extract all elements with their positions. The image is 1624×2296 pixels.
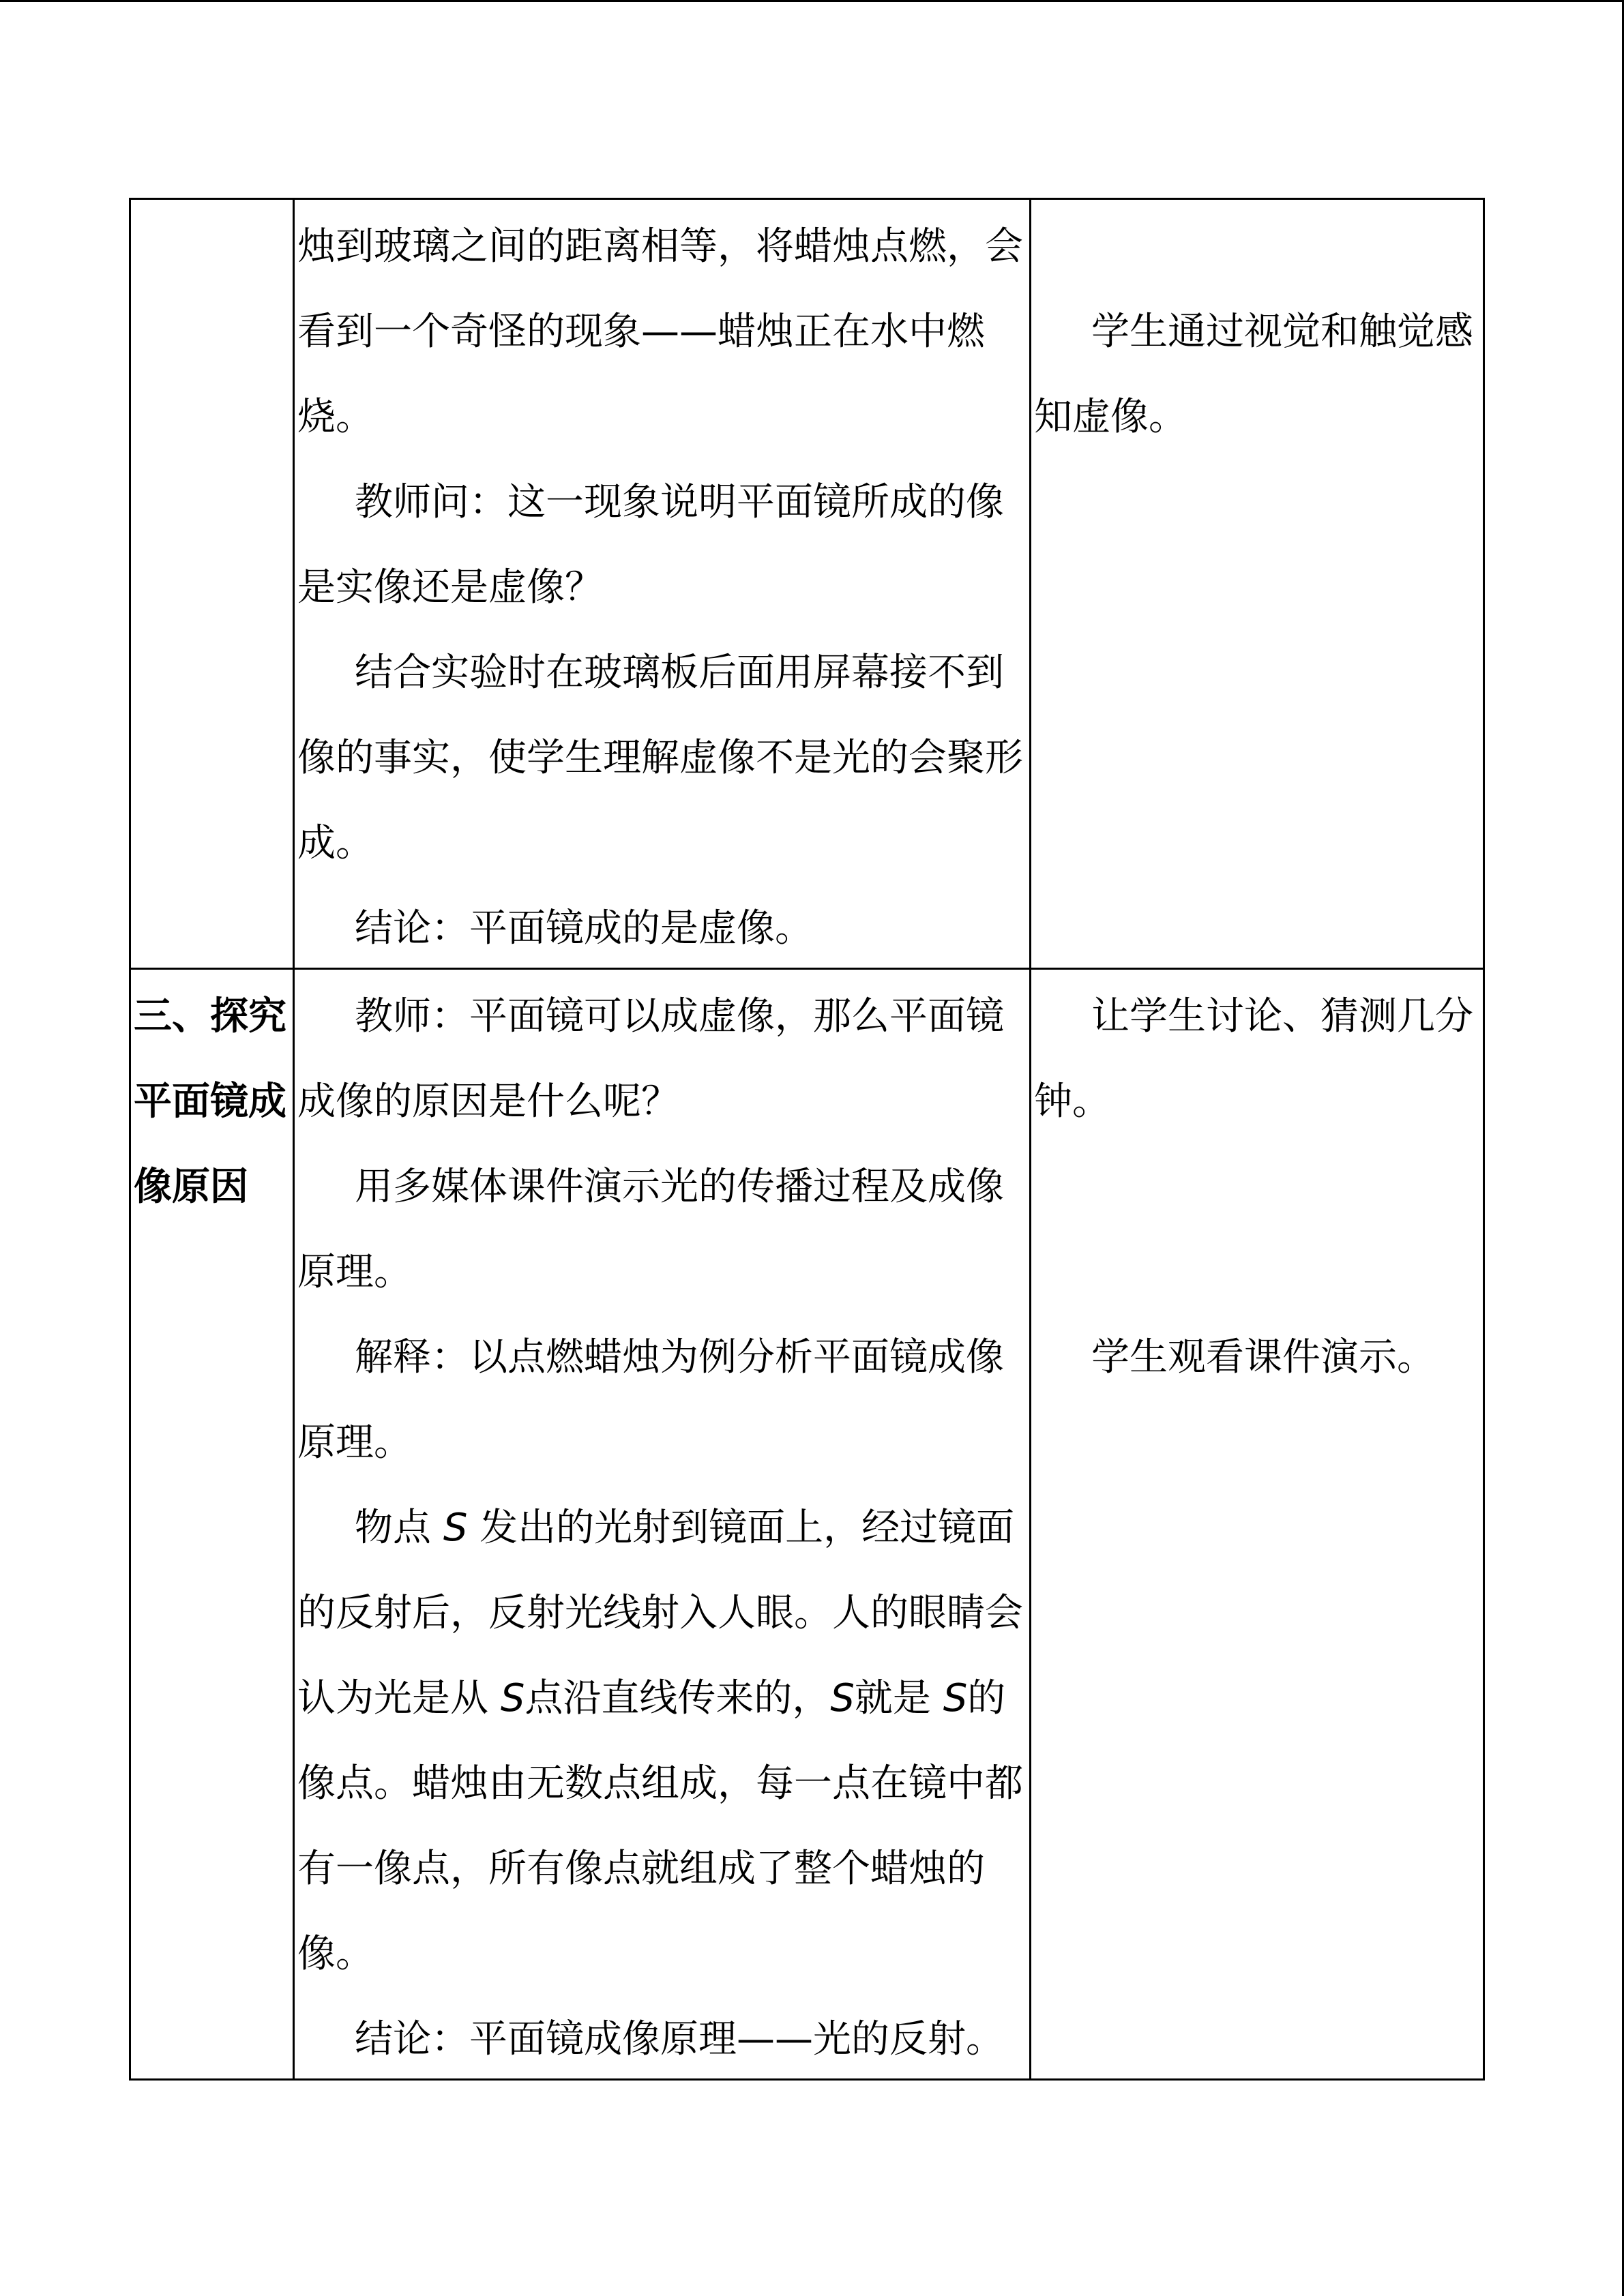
- point-s-variable: S: [500, 1676, 525, 1720]
- procedure-text: 物点: [355, 1506, 443, 1550]
- procedure-line: 结论：平面镜成像原理——光的反射。: [355, 2017, 1004, 2061]
- procedure-line: 结合实验时在玻璃板后面用屏幕接不到: [355, 651, 1004, 695]
- procedure-line: 是实像还是虚像？: [297, 565, 603, 610]
- procedure-line: 烛到玻璃之间的距离相等，将蜡烛点燃，会: [297, 224, 1023, 269]
- procedure-line: 有一像点，所有像点就组成了整个蜡烛的: [297, 1847, 985, 1891]
- procedure-line: 成。: [297, 821, 374, 865]
- procedure-line: 结论：平面镜成的是虚像。: [355, 906, 813, 951]
- student-activity-line: 让学生讨论、猜测几分: [1091, 994, 1473, 1039]
- procedure-text: 的: [967, 1676, 1006, 1720]
- procedure-text: 点沿直线传来的，: [525, 1676, 831, 1720]
- blank-line: [1034, 1229, 1480, 1315]
- procedure-line: 看到一个奇怪的现象——蜡烛正在水中燃: [297, 310, 985, 354]
- procedure-cell: [295, 200, 1031, 970]
- procedure-text: 发出的光射到镜面上，经过镜面: [467, 1506, 1015, 1550]
- procedure-line: 解释：以点燃蜡烛为例分析平面镜成像: [355, 1335, 1004, 1380]
- procedure-line: 像的事实，使学生理解虚像不是光的会聚形: [297, 736, 1023, 780]
- student-activity-cell: [1031, 970, 1483, 2078]
- section-cell: [131, 200, 295, 970]
- point-s-variable: S: [943, 1676, 968, 1720]
- procedure-line: 原理。: [297, 1420, 412, 1465]
- section-title-line: 像原因: [134, 1165, 248, 1209]
- procedure-text: 认为光是从: [297, 1676, 501, 1720]
- student-activity-line: 钟。: [1034, 1079, 1110, 1124]
- section-title-line: 三、探究: [134, 994, 286, 1039]
- procedure-line: [297, 1656, 1027, 1741]
- procedure-line: 成像的原因是什么呢？: [297, 1079, 679, 1124]
- procedure-line: 烧。: [297, 395, 374, 439]
- procedure-line: 用多媒体课件演示光的传播过程及成像: [355, 1165, 1004, 1209]
- student-activity-line: 学生通过视觉和触觉感: [1091, 310, 1473, 354]
- procedure-line: 的反射后，反射光线射入人眼。人的眼睛会: [297, 1591, 1023, 1635]
- section-cell: [131, 970, 295, 2078]
- point-s-variable: S: [830, 1676, 855, 1720]
- procedure-cell: [295, 970, 1031, 2078]
- section-title-line: 平面镜成: [134, 1079, 286, 1124]
- procedure-line: [297, 1485, 1027, 1570]
- lesson-plan-table: [129, 198, 1485, 2081]
- procedure-line: 像点。蜡烛由无数点组成，每一点在镜中都: [297, 1761, 1023, 1806]
- procedure-text: 就是: [854, 1676, 943, 1720]
- procedure-line: 教师问：这一现象说明平面镜所成的像: [355, 480, 1004, 524]
- procedure-line: 教师：平面镜可以成虚像，那么平面镜: [355, 994, 1004, 1039]
- point-s-variable: S: [443, 1506, 468, 1550]
- procedure-line: 像。: [297, 1932, 374, 1976]
- student-activity-line: 学生观看课件演示。: [1091, 1335, 1435, 1380]
- blank-line: [1034, 1144, 1480, 1229]
- student-activity-line: 知虚像。: [1034, 395, 1187, 439]
- procedure-line: 原理。: [297, 1250, 412, 1294]
- student-activity-cell: [1031, 200, 1483, 970]
- blank-line: [1034, 204, 1480, 289]
